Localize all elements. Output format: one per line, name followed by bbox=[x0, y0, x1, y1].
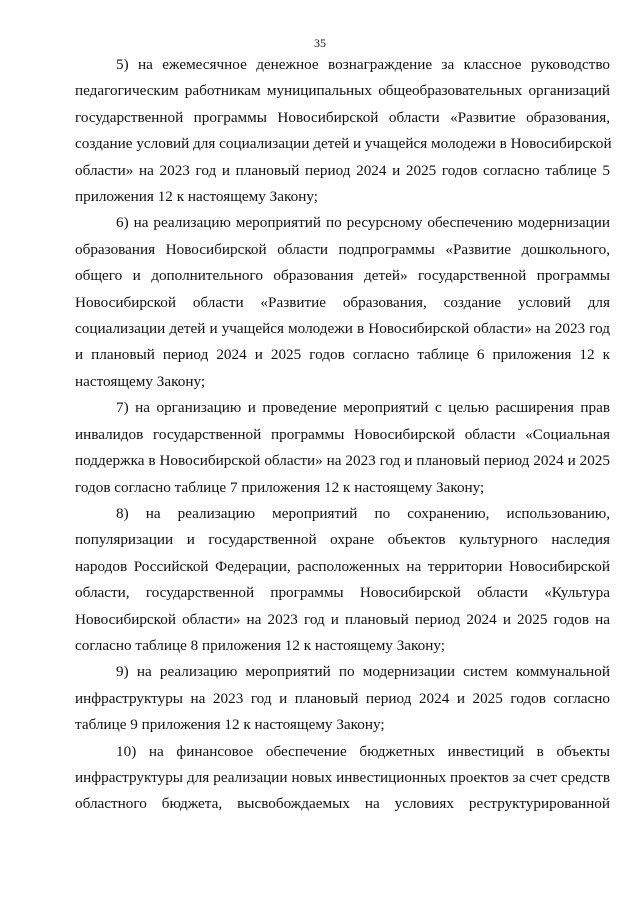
paragraph-line: 9) на реализацию мероприятий по модернизации систем коммунальной bbox=[116, 663, 610, 681]
paragraph-line: народов Российской Федерации, расположенных на территории Новосибирской bbox=[75, 557, 610, 575]
paragraph-line: создание условий для социализации детей и учащейся молодежи в Новосибирской bbox=[75, 135, 612, 153]
paragraph-line: 8) на реализацию мероприятий по сохранению, использованию, bbox=[116, 504, 610, 522]
paragraph-line: таблице 9 приложения 12 к настоящему Закону; bbox=[75, 716, 385, 734]
document-body bbox=[75, 52, 610, 818]
paragraph-line: областного бюджета, высвобождаемых на условиях реструктурированной bbox=[75, 795, 610, 813]
paragraph-line: и плановый период 2024 и 2025 годов согласно таблице 6 приложения 12 к bbox=[75, 346, 610, 364]
paragraph-line: области» на 2023 год и плановый период 2024 и 2025 годов согласно таблице 5 bbox=[75, 161, 610, 179]
paragraph-line: настоящему Закону; bbox=[75, 372, 206, 390]
paragraph-line: 6) на реализацию мероприятий по ресурсному обеспечению модернизации bbox=[116, 214, 610, 232]
paragraph-line: 5) на ежемесячное денежное вознаграждение за классное руководство bbox=[116, 56, 610, 73]
paragraph-line: образования Новосибирской области подпрограммы «Развитие дошкольного, bbox=[75, 240, 610, 258]
paragraph-line: согласно таблице 8 приложения 12 к настоящему Закону; bbox=[75, 636, 445, 654]
paragraph-line: приложения 12 к настоящему Закону; bbox=[75, 188, 318, 206]
paragraph-line: общего и дополнительного образования детей» государственной программы bbox=[75, 267, 610, 285]
paragraph-line: Новосибирской области» на 2023 год и плановый период 2024 и 2025 годов на bbox=[75, 610, 610, 628]
paragraph-line: поддержка в Новосибирской области» на 2023 год и плановый период 2024 и 2025 bbox=[75, 452, 610, 470]
paragraph-item bbox=[75, 395, 610, 501]
paragraph-item bbox=[75, 210, 610, 395]
paragraph-item bbox=[75, 739, 610, 818]
paragraph-line: социализации детей и учащейся молодежи в Новосибирской области» на 2023 год bbox=[75, 320, 610, 338]
paragraph-line: педагогическим работникам муниципальных общеобразовательных организаций bbox=[75, 82, 610, 100]
paragraph-line: Новосибирской области «Развитие образования, создание условий для bbox=[75, 293, 610, 311]
paragraph-line: государственной программы Новосибирской области «Развитие образования, bbox=[75, 108, 610, 126]
paragraph-line: области, государственной программы Новосибирской области «Культура bbox=[75, 584, 610, 602]
paragraph-line: 10) на финансовое обеспечение бюджетных инвестиций в объекты bbox=[116, 742, 610, 760]
paragraph-item bbox=[75, 501, 610, 659]
paragraph-item bbox=[75, 52, 610, 210]
paragraph-line: 7) на организацию и проведение мероприятий с целью расширения прав bbox=[116, 399, 610, 417]
paragraph-line: годов согласно таблице 7 приложения 12 к настоящему Закону; bbox=[75, 478, 485, 496]
paragraph-line: популяризации и государственной охране объектов культурного наследия bbox=[75, 531, 610, 549]
page-number: 35 bbox=[314, 36, 326, 50]
paragraph-line: инфраструктуры для реализации новых инвестиционных проектов за счет средств bbox=[75, 768, 610, 786]
paragraph-item bbox=[75, 659, 610, 738]
paragraph-line: инфраструктуры на 2023 год и плановый период 2024 и 2025 годов согласно bbox=[75, 689, 610, 707]
paragraph-line: инвалидов государственной программы Новосибирской области «Социальная bbox=[75, 425, 610, 443]
